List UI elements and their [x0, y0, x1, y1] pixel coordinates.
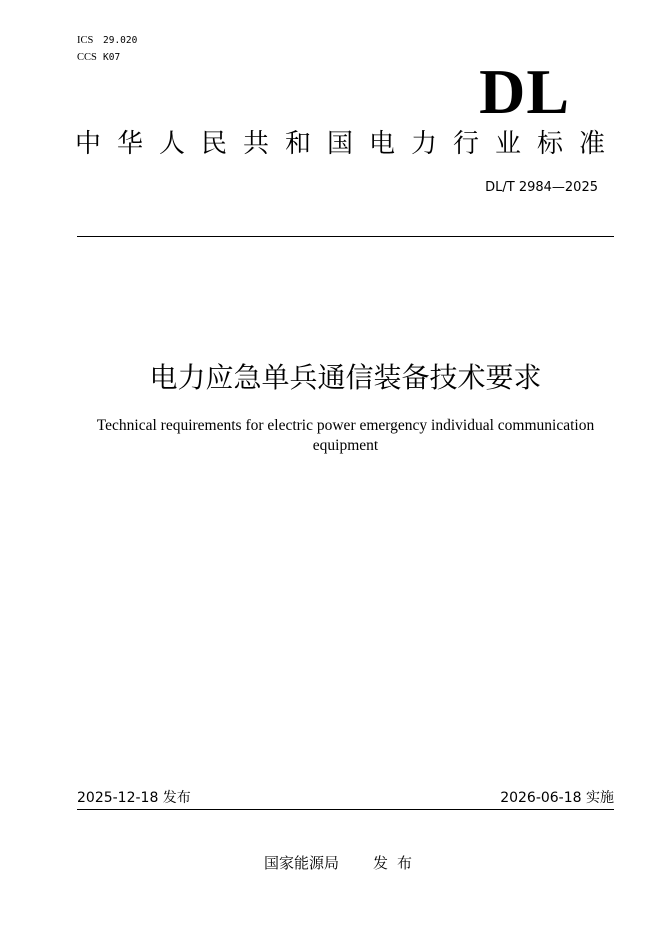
implementation-date: 2026-06-18 实施 [500, 790, 614, 806]
ccs-label: CCS [77, 52, 97, 63]
standard-number: DL/T 2984—2025 [485, 180, 598, 195]
standard-logo: DL [479, 56, 570, 127]
issue-date: 2025-12-18 发布 [77, 790, 191, 806]
issue-action: 发布 [373, 854, 422, 872]
ics-value: 29.020 [103, 35, 138, 46]
document-title-cn: 电力应急单兵通信装备技术要求 [149, 361, 542, 394]
standard-category-title: 中华人民共和国电力行业标准 [75, 129, 622, 159]
document-title-en: Technical requirements for electric power emergency individual communication equipment [96, 417, 595, 454]
ics-label: ICS [77, 35, 94, 46]
issuing-authority: 国家能源局 [264, 854, 340, 872]
ccs-value: K07 [103, 52, 121, 63]
footer-divider [77, 809, 614, 810]
ics-code [77, 31, 137, 45]
header-divider [77, 236, 614, 237]
ccs-code [77, 48, 120, 62]
